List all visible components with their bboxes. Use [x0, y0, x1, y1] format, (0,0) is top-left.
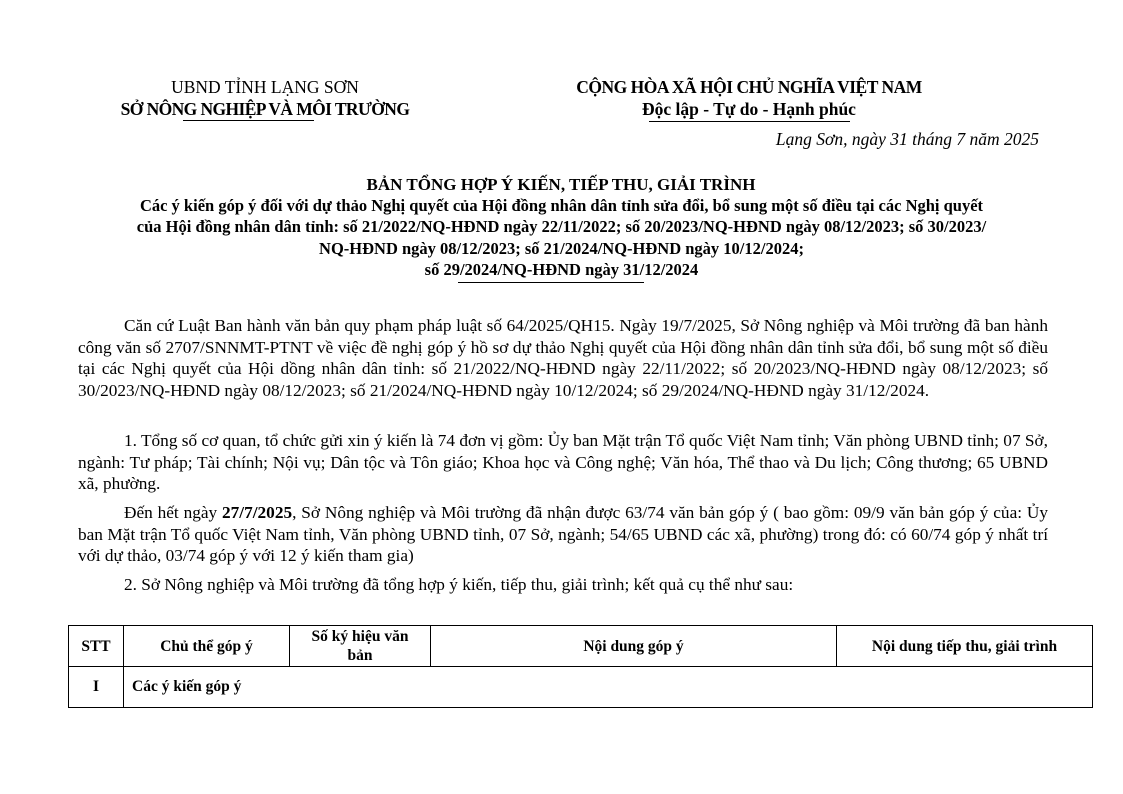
- document-subtitle-line3: NQ-HĐND ngày 08/12/2023; số 21/2024/NQ-HĐND ngày 10/12/2024;: [319, 239, 804, 258]
- received-prefix: Đến hết ngày: [124, 503, 223, 522]
- received-detail: , Sở Nông nghiệp và Môi trường đã nhận được 63/74 văn bản góp ý ( bao gồm: 09/9 văn bản góp ý của: Ủy ban Mặt trận Tổ quốc Việt Nam tỉnh, Văn phòng UBND tỉnh, 07 Sở, ngành; 54/65 UBND các xã, phường) trong đó: có 60/74 góp ý nhất trí với dự thảo, 03/74 góp ý với 12 ý kiến tham gia): [78, 503, 1048, 565]
- row-section-label: Các ý kiến góp ý: [124, 667, 1093, 708]
- header-stt: STT: [69, 626, 124, 667]
- document-date: Lạng Sơn, ngày 31 tháng 7 năm 2025: [775, 129, 1039, 149]
- document-subtitle-line1: Các ý kiến góp ý đối với dự thảo Nghị quyết của Hội đồng nhân dân tỉnh sửa đổi, bổ sung một số điều tại các Nghị quyết: [139, 196, 984, 215]
- header-response-content: Nội dung tiếp thu, giải trình: [837, 626, 1093, 667]
- paragraph-legal-basis: Căn cứ Luật Ban hành văn bản quy phạm pháp luật số 64/2025/QH15. Ngày 19/7/2025, Sở Nông nghiệp và Môi trường đã ban hành công văn số 2707/SNNMT-PTNT về việc đề nghị góp ý hồ sơ dự thảo Nghị quyết của Hội đồng nhân dân tỉnh sửa đổi, bổ sung một số điều tại các Nghị quyết của Hội dồng nhân dân tỉnh: số 21/2022/NQ-HĐND ngày 22/11/2022; số 20/2023/NQ-HĐND ngày 08/12/2023; số 30/2023/NQ-HĐND ngày 08/12/2023; số 21/2024/NQ-HĐND ngày 10/12/2024; số 29/2024/NQ-HĐND ngày 31/12/2024.: [78, 316, 1048, 400]
- table-row: [69, 667, 1093, 708]
- national-motto: Độc lập - Tự do - Hạnh phúc: [642, 99, 856, 119]
- agency-name: SỞ NÔNG NGHIỆP VÀ MÔI TRƯỜNG: [120, 99, 410, 119]
- document-subtitle-line4: số 29/2024/NQ-HĐND ngày 31/12/2024: [424, 260, 699, 279]
- paragraph-organizations: 1. Tổng số cơ quan, tổ chức gửi xin ý kiến là 74 đơn vị gồm: Ủy ban Mặt trận Tổ quốc Việt Nam tỉnh; Văn phòng UBND tỉnh; 07 Sở, ngành: Tư pháp; Tài chính; Nội vụ; Dân tộc và Tôn giáo; Khoa học và Công nghệ; Văn hóa, Thể thao và Du lịch; Công thương; 65 UBND xã, phường.: [78, 431, 1048, 493]
- motto-underline: [649, 121, 850, 122]
- row-stt: I: [69, 667, 124, 708]
- paragraph-received: [78, 502, 1048, 567]
- feedback-table: [68, 625, 1093, 708]
- header-comment-content: Nội dung góp ý: [431, 626, 837, 667]
- agency-parent: UBND TỈNH LẠNG SƠN: [171, 77, 359, 97]
- header-commenter: Chủ thể góp ý: [124, 626, 290, 667]
- document-subtitle-line2: của Hội đồng nhân dân tỉnh: số 21/2022/NQ-HĐND ngày 22/11/2022; số 20/2023/NQ-HĐND ngày 08/12/2023; số 30/2023/: [136, 217, 987, 236]
- national-title: CỘNG HÒA XÃ HỘI CHỦ NGHĨA VIỆT NAM: [576, 77, 922, 97]
- agency-underline: [183, 120, 314, 121]
- paragraph-results: 2. Sở Nông nghiệp và Môi trường đã tổng hợp ý kiến, tiếp thu, giải trình; kết quả cụ thể như sau:: [124, 575, 794, 594]
- header-document-number: Số ký hiệu văn bản: [290, 626, 431, 667]
- title-underline: [458, 282, 644, 283]
- table-header-row: [69, 626, 1093, 667]
- document-title: BẢN TỔNG HỢP Ý KIẾN, TIẾP THU, GIẢI TRÌNH: [366, 175, 756, 194]
- received-date: 27/7/2025: [222, 503, 293, 522]
